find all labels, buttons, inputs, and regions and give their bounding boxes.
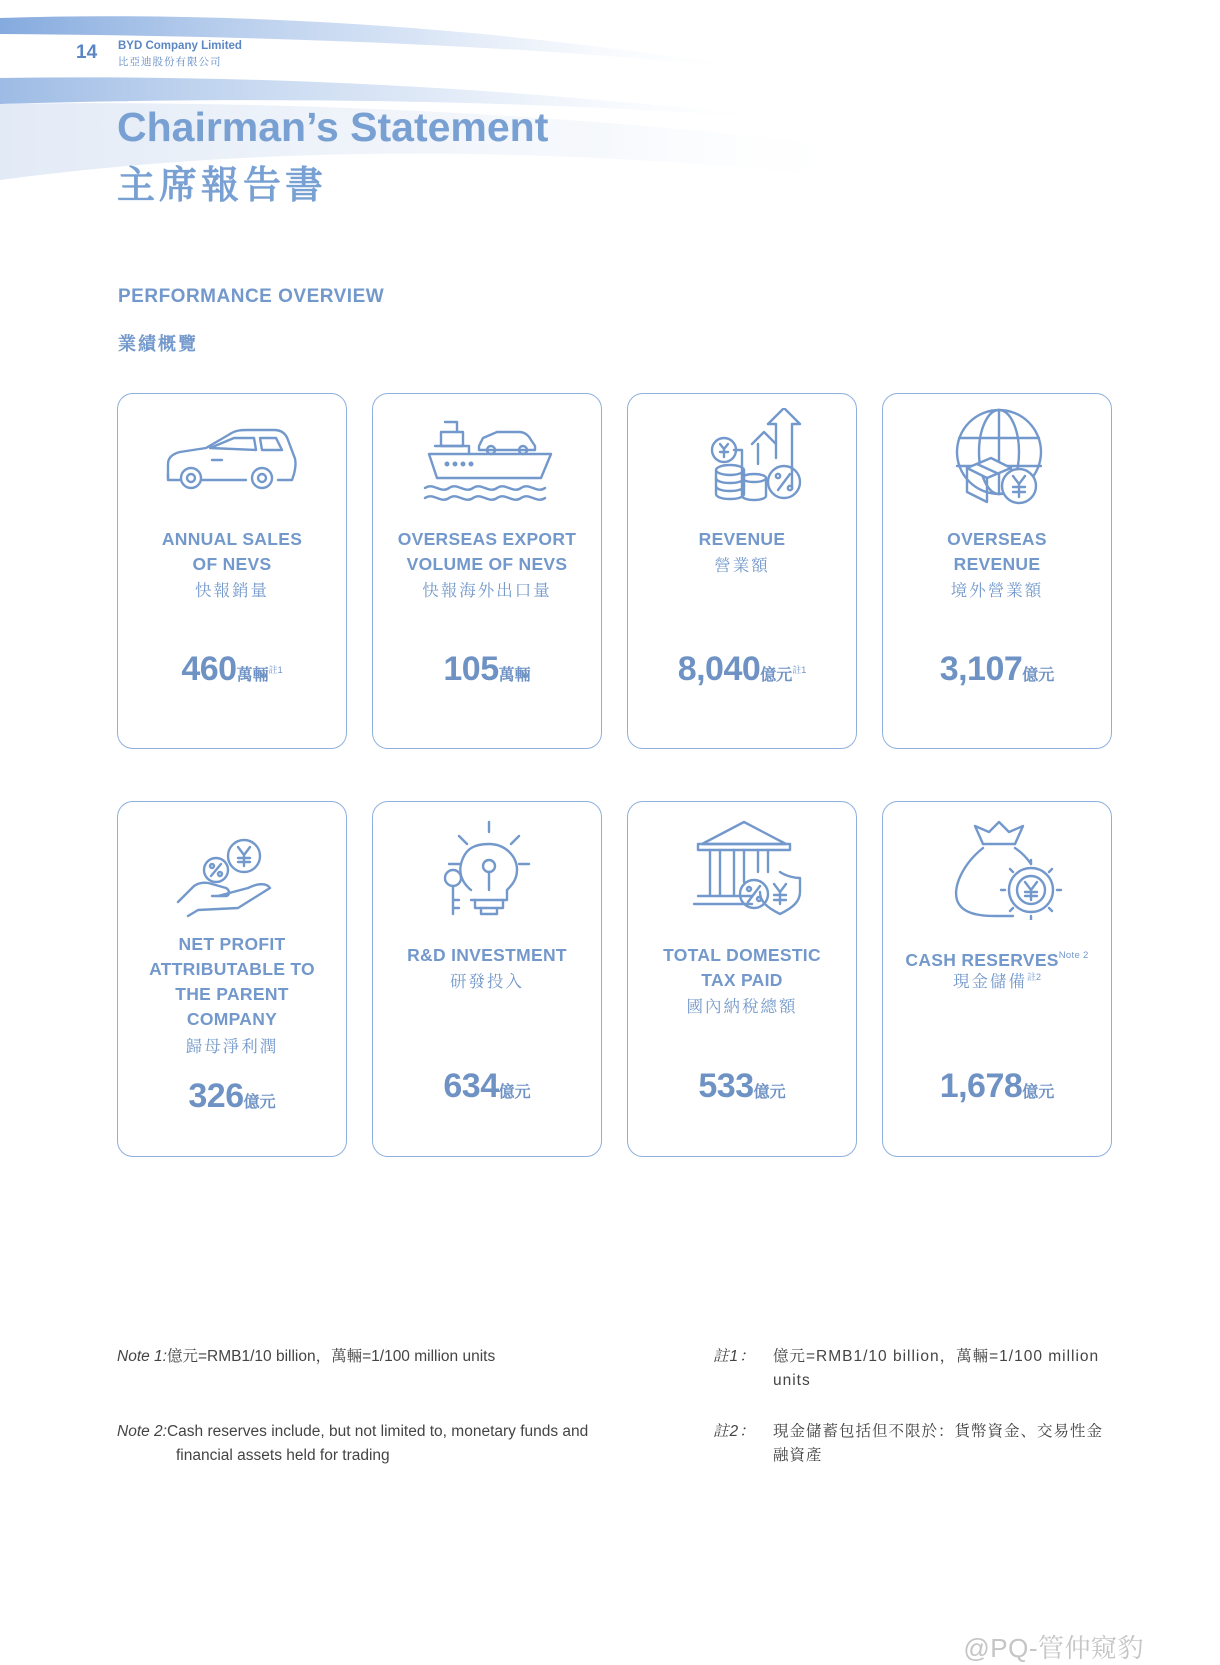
card-rd-investment — [372, 801, 602, 1157]
card-label: REVENUE — [698, 529, 786, 549]
card-label-zh: 境外營業額 — [950, 582, 1044, 600]
revenue-growth-icon — [668, 408, 818, 512]
company-name: BYD Company Limited — [118, 40, 242, 52]
card-value: 8,040億元$^{註1}$ — [677, 650, 807, 688]
cargo-ship-icon — [413, 408, 563, 512]
card-label-zh: 快報銷量 — [195, 582, 269, 600]
hand-coins-icon — [158, 816, 308, 920]
section-heading-zh: 業績概覽 — [118, 334, 198, 354]
card-net-profit — [117, 801, 347, 1157]
card-value: 460萬輛$^{註1}$ — [181, 650, 283, 688]
section-heading: PERFORMANCE OVERVIEW — [118, 286, 385, 307]
car-icon — [158, 408, 308, 512]
card-annual-sales — [117, 393, 347, 749]
lightbulb-key-icon — [413, 816, 563, 920]
card-label-zh: 現金儲備$^{註2}$ — [952, 972, 1041, 991]
card-label-zh: 營業額 — [714, 557, 770, 575]
card-label: OVERSEAS REVENUE — [947, 529, 1047, 574]
company-name-zh: 比亞迪股份有限公司 — [118, 56, 222, 68]
card-value: 533億元 — [698, 1067, 786, 1105]
card-overseas-export — [372, 393, 602, 749]
card-label: CASH RESERVES$^{Note 2}$ — [905, 950, 1089, 970]
card-value: 105萬輛 — [443, 650, 531, 688]
note-1-zh: 註1： 億元=RMB1/10 billion，萬輛=1/100 million units — [713, 1348, 1100, 1389]
card-value: 634億元 — [443, 1067, 531, 1105]
card-total-domestic-tax — [627, 801, 857, 1157]
card-value: 1,678億元 — [939, 1067, 1055, 1105]
money-bag-gear-icon — [923, 816, 1073, 920]
card-label: TOTAL DOMESTIC TAX PAID — [663, 945, 821, 990]
page-title: Chairman’s Statement — [117, 104, 549, 150]
card-label: R&D INVESTMENT — [407, 945, 567, 965]
bank-shield-icon — [668, 816, 818, 920]
globe-package-icon — [923, 408, 1073, 512]
card-label: OVERSEAS EXPORT VOLUME OF NEVS — [397, 529, 577, 574]
card-overseas-revenue — [882, 393, 1112, 749]
card-label-zh: 歸母淨利潤 — [185, 1038, 279, 1056]
note-2: Note 2:Cash reserves include, but not limited to, monetary funds and financial assets held for trading — [117, 1423, 589, 1464]
card-revenue — [627, 393, 857, 749]
card-label: NET PROFIT ATTRIBUTABLE TO THE PARENT COMPANY — [149, 934, 315, 1029]
page-number: 14 — [76, 42, 98, 63]
card-cash-reserves — [882, 801, 1112, 1157]
card-label-zh: 快報海外出口量 — [422, 582, 552, 600]
note-1: Note 1:億元=RMB1/10 billion，萬輛=1/100 million units — [117, 1348, 496, 1365]
card-label: ANNUAL SALES OF NEVS — [161, 529, 303, 574]
watermark: @PQ-管仲窥豹 — [963, 1633, 1144, 1663]
page-title-zh: 主席報告書 — [117, 165, 328, 207]
card-value: 326億元 — [188, 1077, 276, 1115]
note-2-zh: 註2： 現金儲蓄包括但不限於：貨幣資金、交易性金 融資產 — [713, 1423, 1104, 1464]
card-label-zh: 國內納稅總額 — [686, 998, 798, 1016]
card-value: 3,107億元 — [939, 650, 1055, 688]
card-label-zh: 研發投入 — [450, 973, 524, 991]
